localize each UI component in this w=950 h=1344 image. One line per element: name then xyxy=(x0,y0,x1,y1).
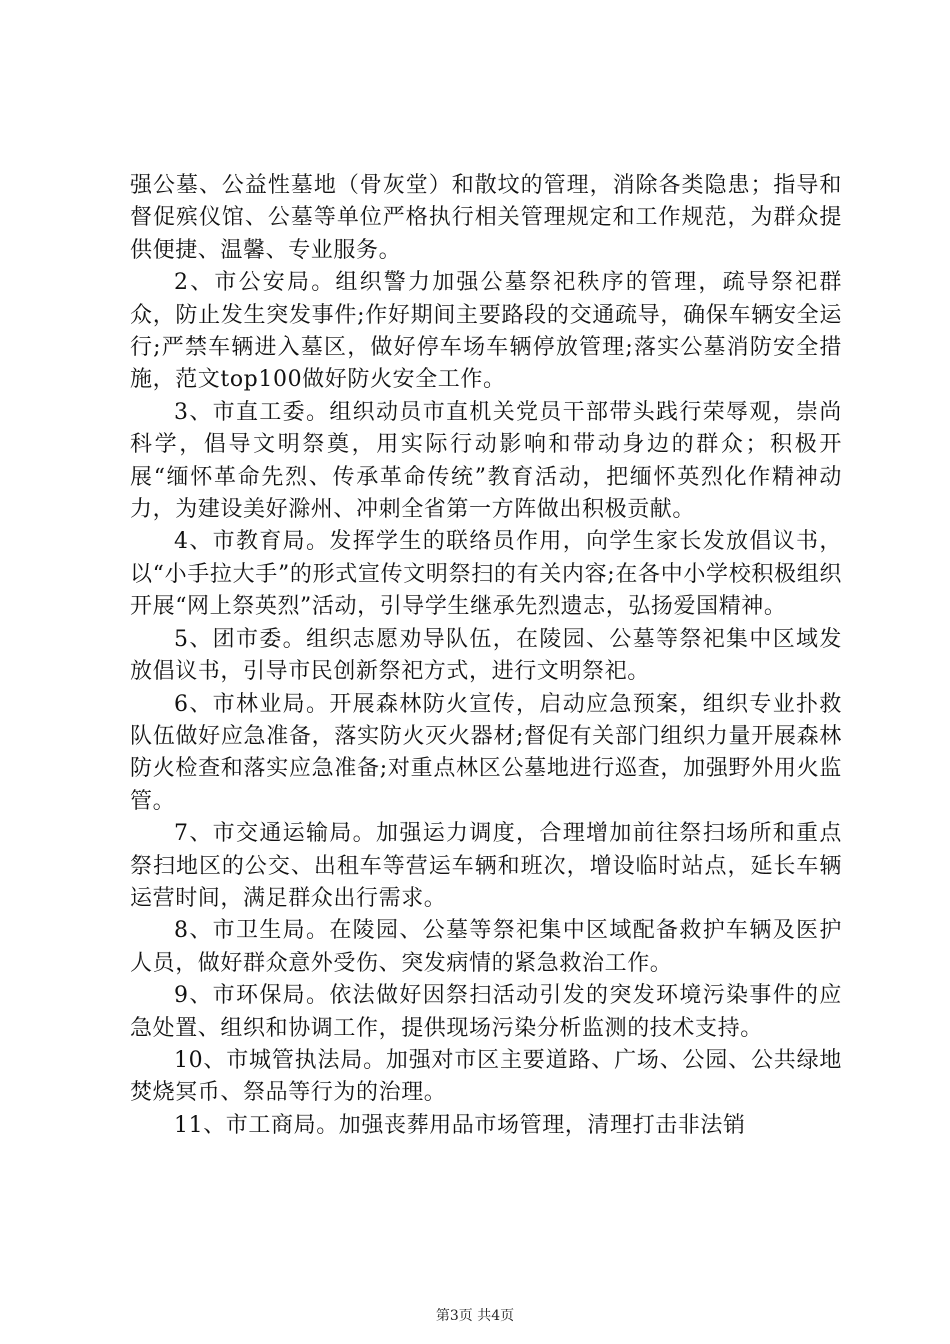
document-body xyxy=(130,170,842,1142)
paragraph-forestry: 6、市林业局。开展森林防火宣传，启动应急预案，组织专业扑救队伍做好应急准备，落实防火灭火器材;督促有关部门组织力量开展森林防火检查和落实应急准备;对重点林区公墓地进行巡查，加强野外用火监管。 xyxy=(130,691,842,814)
paragraph-transport: 7、市交通运输局。加强运力调度，合理增加前往祭扫场所和重点祭扫地区的公交、出租车等营运车辆和班次，增设临时站点，延长车辆运营时间，满足群众出行需求。 xyxy=(130,821,842,911)
paragraph-education: 4、市教育局。发挥学生的联络员作用，向学生家长发放倡议书，以“小手拉大手”的形式宣传文明祭扫的有关内容;在各中小学校积极组织开展“网上祭英烈”活动，引导学生继承先烈遗志，弘扬爱国精神。 xyxy=(130,529,842,620)
paragraph-industry-commerce: 11、市工商局。加强丧葬用品市场管理，清理打击非法销 xyxy=(174,1112,746,1138)
paragraph-urban-management: 10、市城管执法局。加强对市区主要道路、广场、公园、公共绿地焚烧冥币、祭品等行为的治理。 xyxy=(130,1047,842,1106)
page-number-footer: 第3页 共4页 xyxy=(435,1308,515,1324)
paragraph-environment: 9、市环保局。依法做好因祭扫活动引发的突发环境污染事件的应急处置、组织和协调工作，提供现场污染分析监测的技术支持。 xyxy=(130,983,842,1041)
paragraph-continuation: 强公墓、公益性墓地（骨灰堂）和散坟的管理，消除各类隐患；指导和督促殡仪馆、公墓等单位严格执行相关管理规定和工作规范，为群众提供便捷、温馨、专业服务。 xyxy=(130,173,842,263)
paragraph-work-committee: 3、市直工委。组织动员市直机关党员干部带头践行荣辱观，崇尚科学，倡导文明祭奠，用实际行动影响和带动身边的群众；积极开展“缅怀革命先烈、传承革命传统”教育活动，把缅怀英烈化作精神动力，为建设美好滁州、冲刺全省第一方阵做出积极贡献。 xyxy=(130,399,842,523)
paragraph-public-security: 2、市公安局。组织警力加强公墓祭祀秩序的管理，疏导祭祀群众，防止发生突发事件;作好期间主要路段的交通疏导，确保车辆安全运行;严禁车辆进入墓区，做好停车场车辆停放管理;落实公墓消防安全措施，范文top100做好防火安全工作。 xyxy=(130,270,842,393)
paragraph-youth-league: 5、团市委。组织志愿劝导队伍，在陵园、公墓等祭祀集中区域发放倡议书，引导市民创新祭祀方式，进行文明祭祀。 xyxy=(130,626,842,685)
paragraph-health: 8、市卫生局。在陵园、公墓等祭祀集中区域配备救护车辆及医护人员，做好群众意外受伤、突发病情的紧急救治工作。 xyxy=(130,918,842,976)
